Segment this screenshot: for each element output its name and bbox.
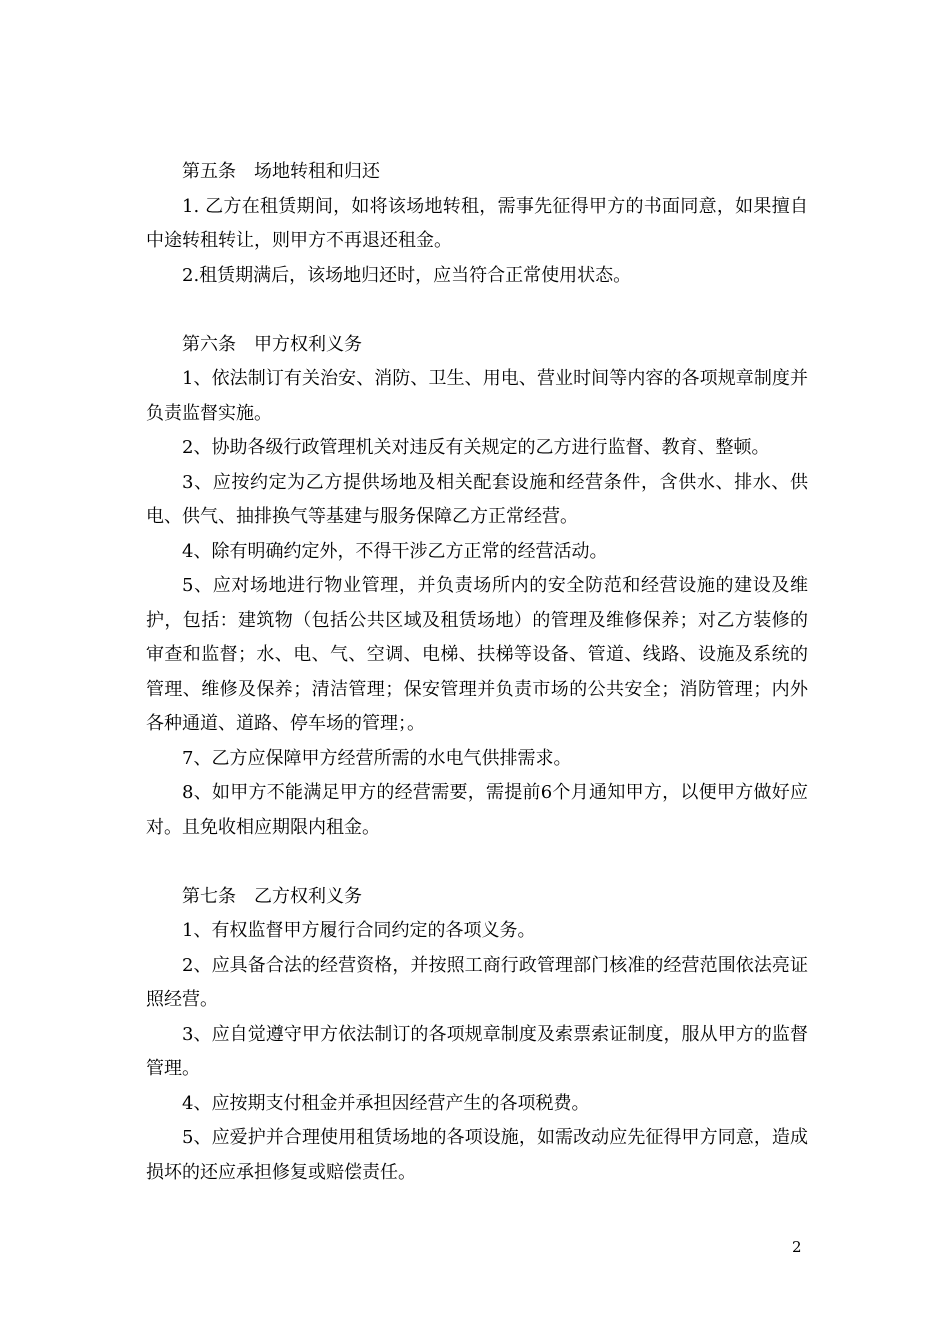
clause-paragraph: 1. 乙方在租赁期间，如将该场地转租，需事先征得甲方的书面同意，如果擅自中途转租转让，则甲方不再退还租金。 bbox=[146, 195, 808, 251]
clause-paragraph: 3、应按约定为乙方提供场地及相关配套设施和经营条件，含供水、排水、供电、供气、抽排换气等基建与服务保障乙方正常经营。 bbox=[146, 471, 808, 527]
section-heading-7: 第七条 乙方权利义务 bbox=[182, 885, 362, 907]
document-body bbox=[146, 155, 808, 1190]
clause-paragraph: 5、应爱护并合理使用租赁场地的各项设施，如需改动应先征得甲方同意，造成损坏的还应承担修复或赔偿责任。 bbox=[146, 1127, 808, 1183]
section-heading-6: 第六条 甲方权利义务 bbox=[182, 333, 362, 355]
clause-paragraph: 2、应具备合法的经营资格，并按照工商行政管理部门核准的经营范围依法亮证照经营。 bbox=[146, 954, 808, 1010]
clause-paragraph: 1、依法制订有关治安、消防、卫生、用电、营业时间等内容的各项规章制度并负责监督实施。 bbox=[146, 368, 808, 424]
clause-paragraph: 4、除有明确约定外，不得干涉乙方正常的经营活动。 bbox=[182, 540, 608, 562]
clause-paragraph: 8、如甲方不能满足甲方的经营需要，需提前6个月通知甲方，以便甲方做好应对。且免收相应期限内租金。 bbox=[146, 782, 808, 838]
clause-paragraph: 2.租赁期满后，该场地归还时，应当符合正常使用状态。 bbox=[182, 264, 632, 286]
clause-paragraph: 7、乙方应保障甲方经营所需的水电气供排需求。 bbox=[182, 747, 572, 769]
clause-paragraph: 4、应按期支付租金并承担因经营产生的各项税费。 bbox=[182, 1092, 590, 1114]
section-heading-5: 第五条 场地转租和归还 bbox=[182, 161, 380, 182]
section-spacer bbox=[146, 293, 808, 328]
section-spacer bbox=[146, 845, 808, 880]
clause-paragraph: 3、应自觉遵守甲方依法制订的各项规章制度及索票索证制度，服从甲方的监督管理。 bbox=[146, 1023, 808, 1079]
clause-paragraph: 2、协助各级行政管理机关对违反有关规定的乙方进行监督、教育、整顿。 bbox=[182, 437, 770, 458]
clause-paragraph: 5、应对场地进行物业管理，并负责场所内的安全防范和经营设施的建设及维护，包括：建筑物（包括公共区域及租赁场地）的管理及维修保养；对乙方装修的审查和监督；水、电、气、空调、电梯、扶梯等设备、管道、线路、设施及系统的管理、维修及保养；清洁管理；保安管理并负责市场的公共安全；消防管理；内外各种通道、道路、停车场的管理；。 bbox=[146, 575, 808, 734]
page-number: 2 bbox=[792, 1238, 802, 1256]
clause-paragraph: 1、有权监督甲方履行合同约定的各项义务。 bbox=[182, 920, 536, 941]
